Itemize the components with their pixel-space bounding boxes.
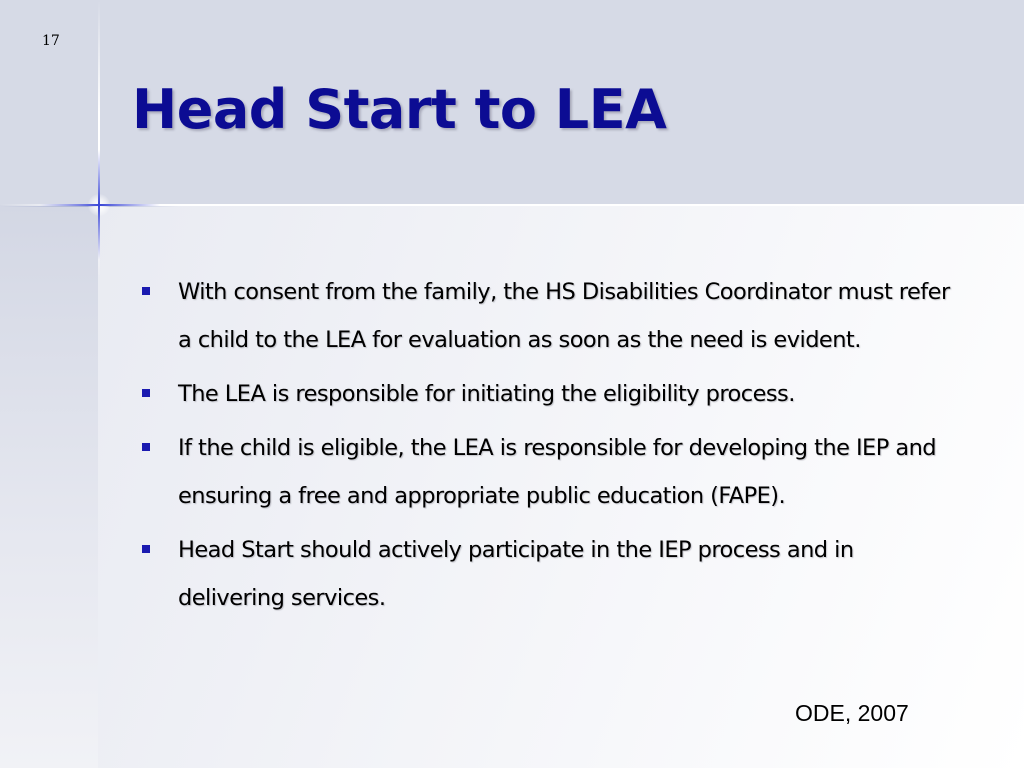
- square-bullet-icon: [142, 545, 150, 553]
- bullet-text: Head Start should actively participate in the IEP process and in delivering services.: [178, 537, 854, 611]
- sparkle-horizontal-ray: [40, 204, 160, 206]
- slide-title: Head Start to LEA: [132, 78, 667, 141]
- bullet-text: The LEA is responsible for initiating the eligibility process.: [178, 381, 795, 407]
- square-bullet-icon: [142, 389, 150, 397]
- bullet-list: [140, 268, 950, 628]
- bullet-item: [140, 526, 950, 622]
- sparkle-vertical-ray: [98, 150, 100, 260]
- square-bullet-icon: [142, 443, 150, 451]
- bullet-item: [140, 424, 950, 520]
- bullet-text: If the child is eligible, the LEA is responsible for developing the IEP and ensuring a free and appropriate public education (FAPE).: [178, 435, 937, 509]
- bullet-text: With consent from the family, the HS Disabilities Coordinator must refer a child to the LEA for evaluation as soon as the need is evident.: [178, 279, 950, 353]
- left-sidebar-band: [0, 205, 98, 768]
- slide-number: 17: [42, 33, 60, 49]
- square-bullet-icon: [142, 287, 150, 295]
- bullet-item: [140, 268, 950, 364]
- bullet-item: [140, 370, 950, 418]
- citation: ODE, 2007: [795, 700, 909, 726]
